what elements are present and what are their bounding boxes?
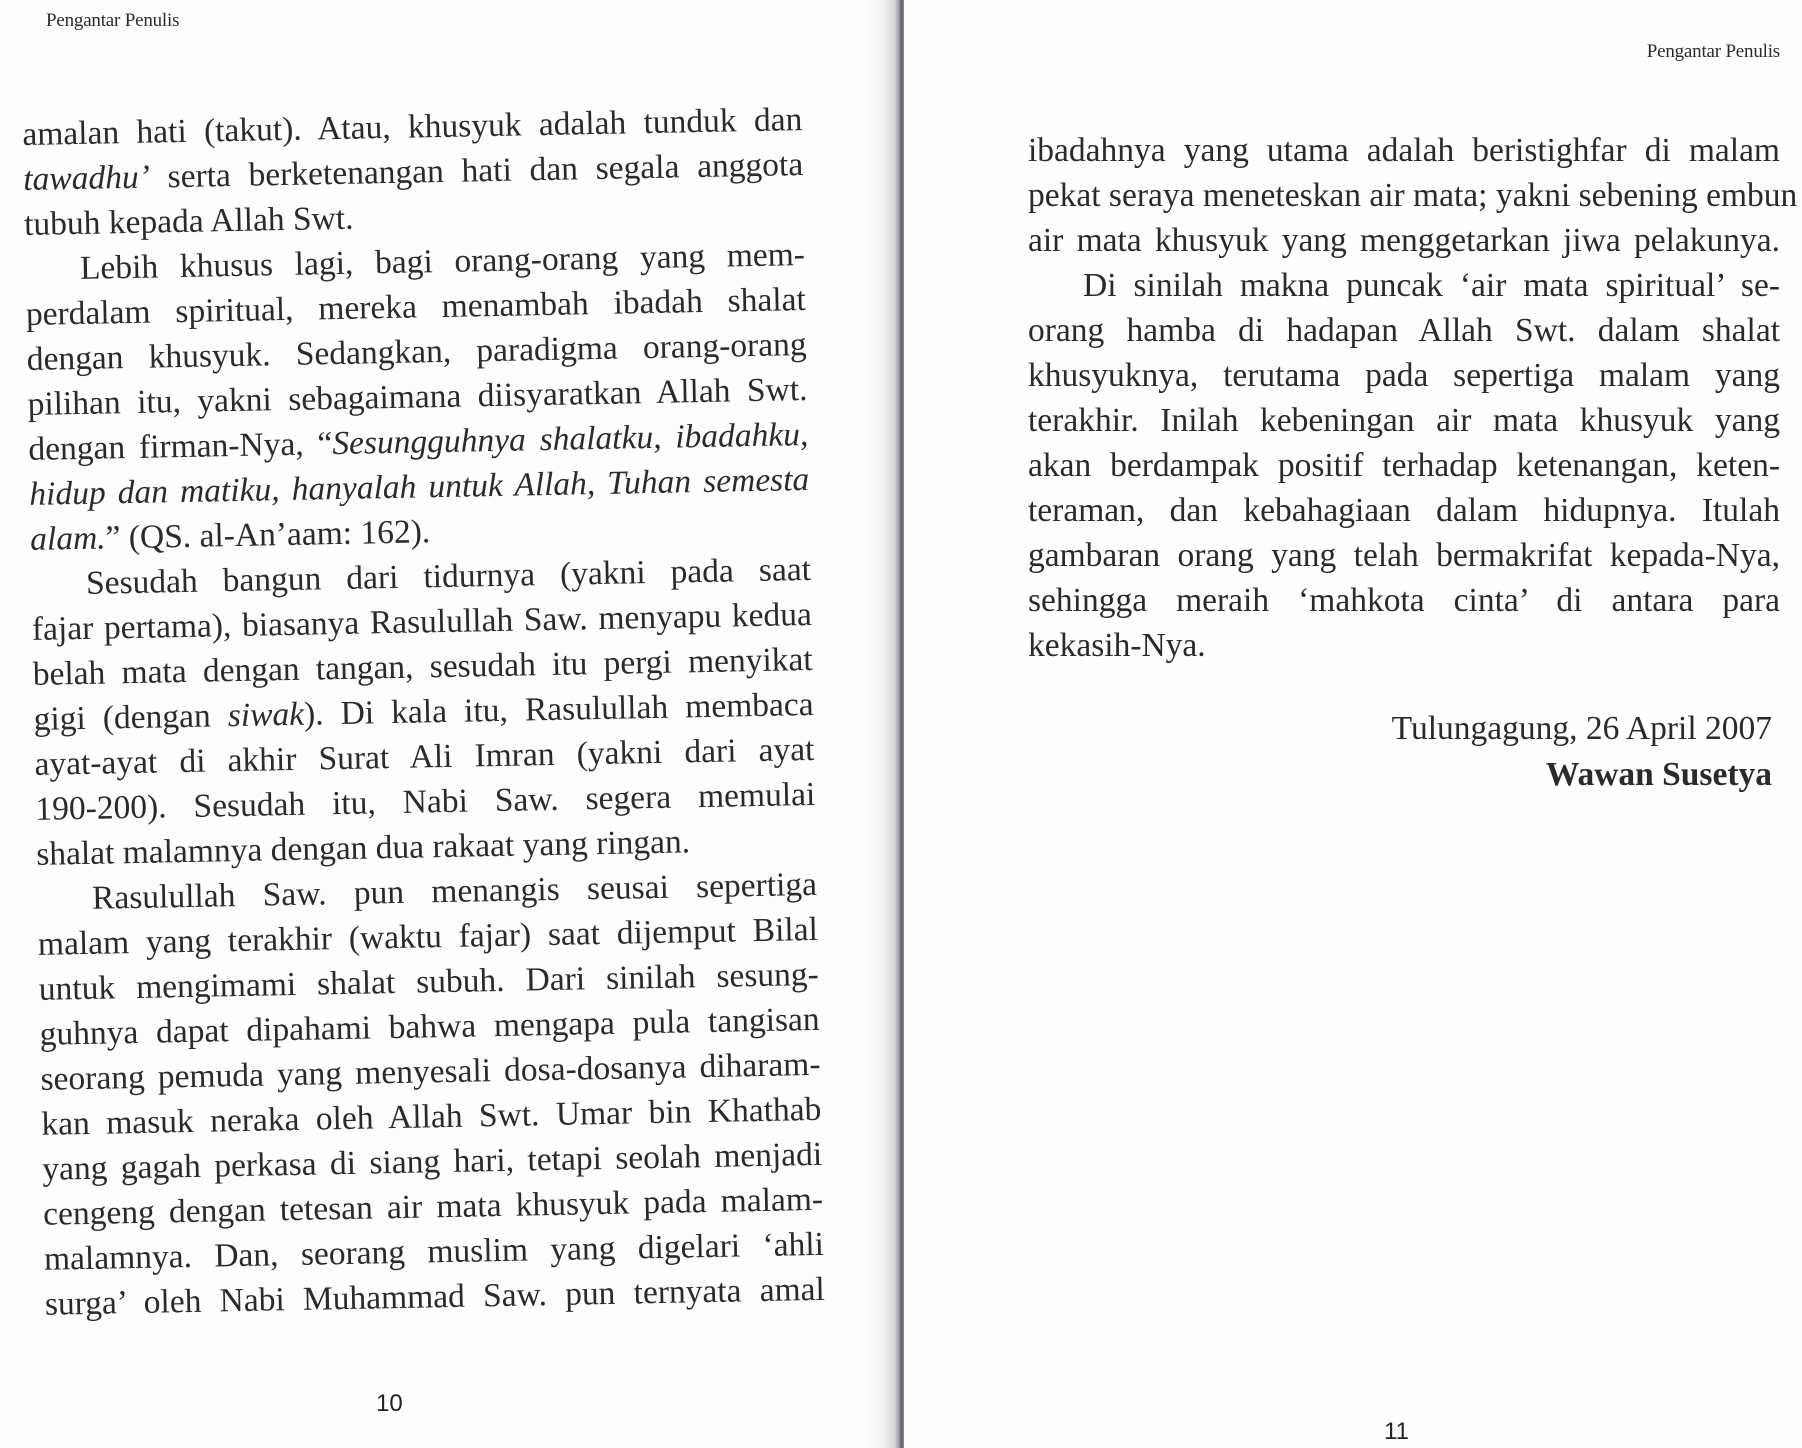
book-spine-gutter xyxy=(868,0,906,1448)
text-line xyxy=(1028,398,1780,443)
text-run: pilihan itu, yakni sebagaimana diisyaratkan Allah Swt. xyxy=(27,370,808,423)
text-run: perdalam spiritual, mereka menambah ibadah shalat xyxy=(25,280,807,333)
text-run: Di sinilah makna puncak ‘air mata spiritual’ se- xyxy=(1083,267,1780,304)
text-run: dengan khusyuk. Sedangkan, paradigma orang-orang xyxy=(26,325,807,378)
text-run: malamnya. Dan, seorang muslim yang digelari ‘ahli xyxy=(43,1225,825,1278)
text-run: terakhir. Inilah kebeningan air mata khusyuk yang xyxy=(1028,402,1780,439)
right-page xyxy=(904,0,1802,1448)
text-line xyxy=(1028,128,1780,173)
running-head-right: Pengantar Penulis xyxy=(1646,41,1780,62)
text-run: ayat-ayat di akhir Surat Ali Imran (yakni dari ayat xyxy=(34,730,815,783)
text-run: yang gagah perkasa di siang hari, tetapi seolah menjadi xyxy=(41,1135,823,1188)
text-line xyxy=(1028,488,1780,533)
signature-author: Wawan Susetya xyxy=(1545,756,1772,793)
text-run: sehingga meraih ‘mahkota cinta’ di antara para xyxy=(1028,582,1780,619)
text-line xyxy=(1028,218,1780,263)
italic-text: siwak xyxy=(227,695,305,735)
text-run: dengan firman-Nya, “ xyxy=(28,425,333,468)
text-run: tubuh kepada Allah Swt. xyxy=(23,199,354,243)
page-number-left: 10 xyxy=(376,1390,403,1417)
text-run: malam yang terakhir (waktu fajar) saat dijemput Bilal xyxy=(37,910,819,963)
text-run: air mata khusyuk yang menggetarkan jiwa pelakunya. xyxy=(1028,222,1780,259)
text-run: cengeng dengan tetesan air mata khusyuk pada malam- xyxy=(42,1180,824,1233)
text-line xyxy=(1028,578,1780,623)
text-run: fajar pertama), biasanya Rasulullah Saw. menyapu kedua xyxy=(31,595,813,648)
text-run: pekat seraya meneteskan air mata; yakni sebening embun xyxy=(1028,177,1798,214)
page-number-right: 11 xyxy=(1384,1418,1409,1445)
italic-text: Sesungguhnya shalatku, ibadahku, xyxy=(331,415,809,463)
text-run: shalat malamnya dengan dua rakaat yang ringan. xyxy=(35,823,691,873)
left-page-body-text xyxy=(22,97,825,1327)
text-line xyxy=(1028,263,1780,308)
text-run: kekasih-Nya. xyxy=(1028,627,1206,664)
text-run: surga’ oleh Nabi Muhammad Saw. pun ternyata amal xyxy=(44,1270,826,1323)
text-line xyxy=(1028,353,1780,398)
text-line xyxy=(1028,623,1780,668)
text-run: untuk mengimami shalat subuh. Dari sinilah sesung- xyxy=(38,955,820,1008)
left-page xyxy=(0,0,898,1448)
text-run: teraman, dan kebahagiaan dalam hidupnya. Itulah xyxy=(1028,492,1780,529)
italic-text: hidup dan matiku, hanyalah untuk Allah, Tuhan semesta xyxy=(28,460,810,513)
italic-text: alam. xyxy=(29,519,106,558)
text-run: ibadahnya yang utama adalah beristighfar di malam xyxy=(1028,132,1780,169)
text-run: gigi (dengan xyxy=(33,697,229,738)
text-run: akan berdampak positif terhadap ketenangan, keten- xyxy=(1028,447,1780,484)
text-run: orang hamba di hadapan Allah Swt. dalam shalat xyxy=(1028,312,1780,349)
text-run: serta berketenangan hati dan segala anggota xyxy=(149,146,804,196)
text-run: 190-200). Sesudah itu, Nabi Saw. segera memulai xyxy=(35,775,816,828)
text-run: belah mata dengan tangan, sesudah itu pergi menyikat xyxy=(32,640,814,693)
text-run: guhnya dapat dipahami bahwa mengapa pula tangisan xyxy=(39,1000,820,1053)
text-run: kan masuk neraka oleh Allah Swt. Umar bin Khathab xyxy=(41,1090,822,1143)
text-run: ). Di kala itu, Rasulullah membaca xyxy=(303,685,814,733)
running-head-left: Pengantar Penulis xyxy=(46,10,180,31)
text-run: Lebih khusus lagi, bagi orang-orang yang mem- xyxy=(79,236,806,287)
text-line xyxy=(1028,173,1798,218)
text-run: ” (QS. al-An’aam: 162). xyxy=(105,513,431,557)
signature-place-date: Tulungagung, 26 April 2007 xyxy=(1391,710,1772,747)
text-run: seorang pemuda yang menyesali dosa-dosanya diharam- xyxy=(40,1045,821,1098)
text-run: khusyuknya, terutama pada sepertiga malam yang xyxy=(1028,357,1780,394)
italic-text: tawadhu’ xyxy=(22,158,151,198)
text-run: Rasulullah Saw. pun menangis seusai sepertiga xyxy=(91,865,818,917)
signature-block xyxy=(1392,706,1772,798)
right-page-body-text xyxy=(1028,128,1798,668)
text-line xyxy=(1028,308,1780,353)
text-line xyxy=(1028,443,1780,488)
text-run: amalan hati (takut). Atau, khusyuk adalah tunduk dan xyxy=(22,101,803,153)
text-run: Sesudah bangun dari tidurnya (yakni pada saat xyxy=(85,550,812,602)
text-run: gambaran orang yang telah bermakrifat kepada-Nya, xyxy=(1028,537,1780,574)
text-line xyxy=(1028,533,1780,578)
